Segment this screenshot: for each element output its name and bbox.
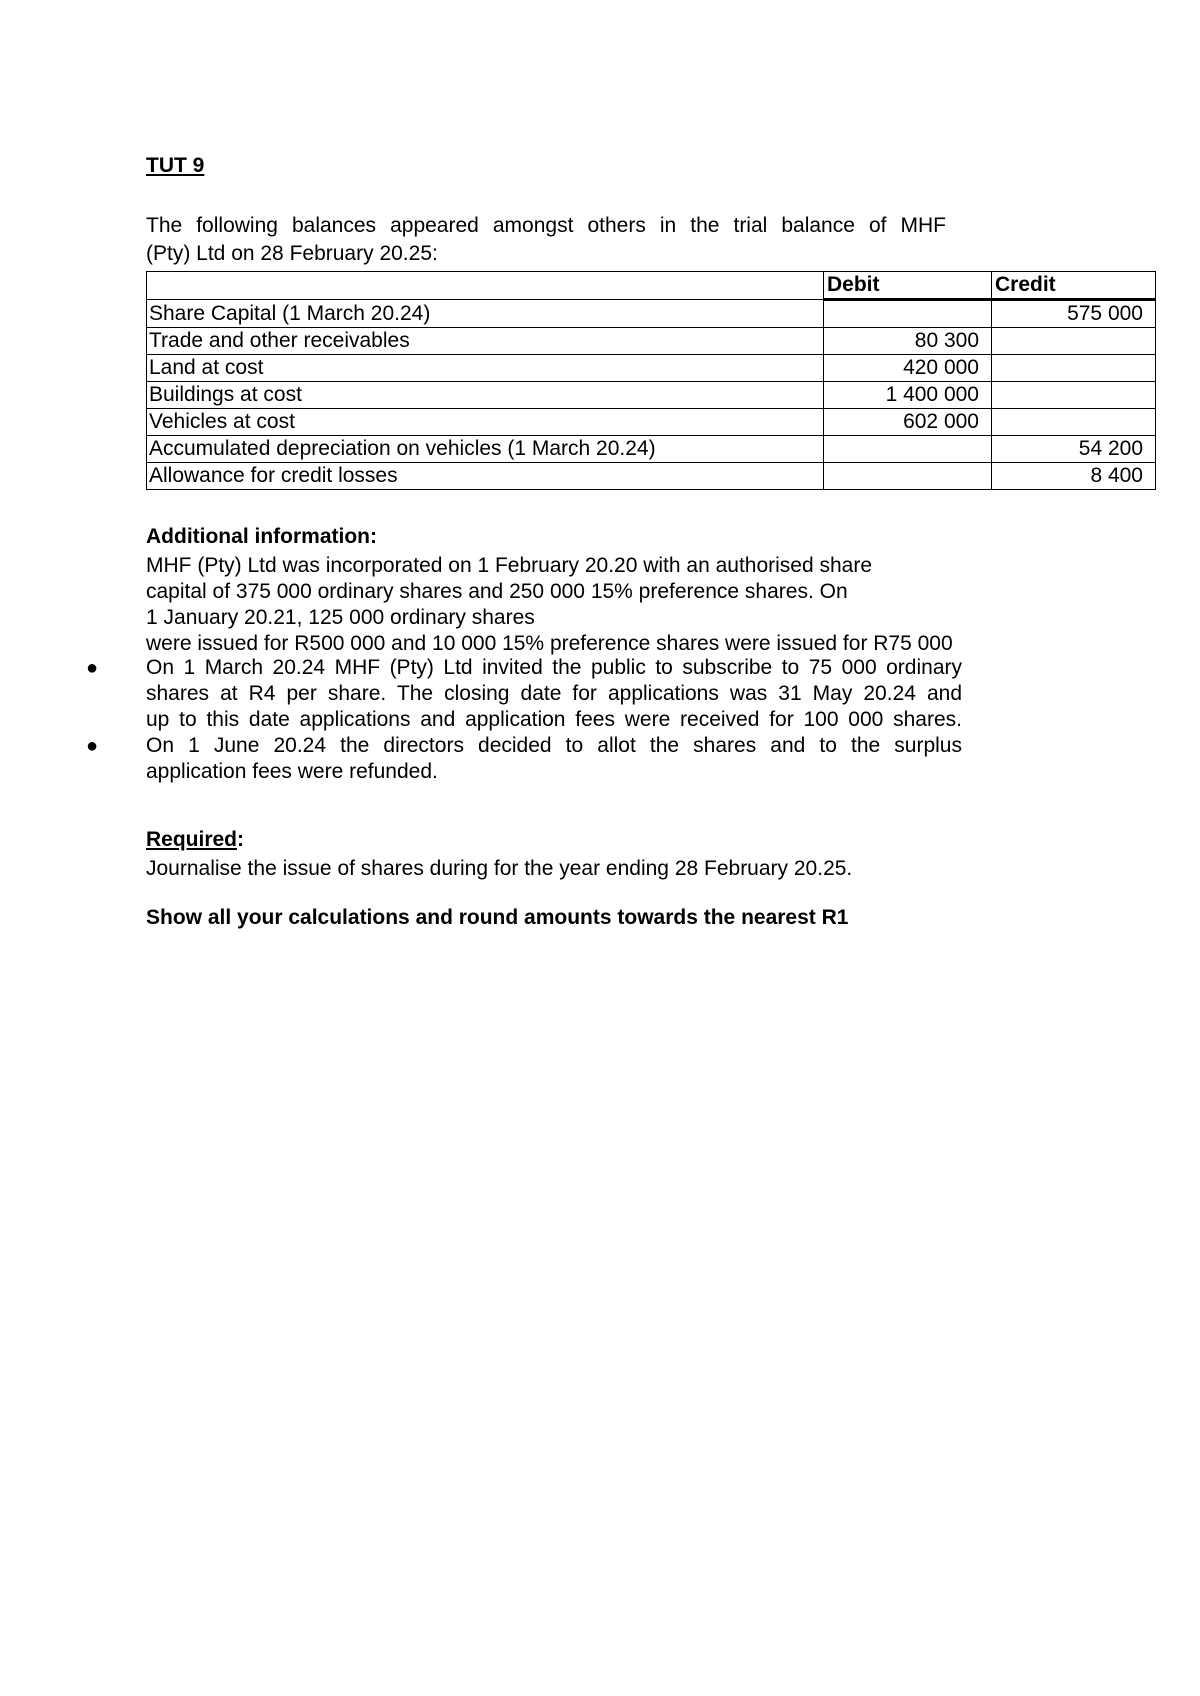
table-row	[147, 328, 1156, 355]
row-account: Vehicles at cost	[147, 409, 824, 436]
table-header-row	[147, 272, 1156, 300]
table-row	[147, 409, 1156, 436]
trial-balance-table	[146, 271, 1156, 490]
row-credit	[992, 409, 1156, 436]
bullet-line: up to this date applications and application fees were received for 100 000 shares.	[146, 708, 962, 731]
bullet-item	[86, 733, 962, 785]
header-account	[147, 272, 824, 300]
row-debit: 1 400 000	[824, 382, 992, 409]
row-credit	[992, 382, 1156, 409]
row-account: Share Capital (1 March 20.24)	[147, 300, 824, 328]
required-colon: :	[237, 828, 245, 851]
row-debit	[824, 300, 992, 328]
additional-info-text	[146, 553, 1026, 657]
row-debit	[824, 436, 992, 463]
bullet-dot-icon: ●	[86, 657, 99, 679]
intro-paragraph	[146, 212, 946, 268]
table-row	[147, 355, 1156, 382]
row-account: Allowance for credit losses	[147, 463, 824, 490]
table-row	[147, 463, 1156, 490]
row-account: Trade and other receivables	[147, 328, 824, 355]
document-title: TUT 9	[146, 154, 205, 177]
intro-line-2: (Pty) Ltd on 28 February 20.25:	[146, 242, 438, 265]
additional-info-heading: Additional information:	[146, 525, 377, 548]
row-account: Land at cost	[147, 355, 824, 382]
table-row	[147, 300, 1156, 328]
header-debit: Debit	[824, 272, 992, 300]
row-account: Buildings at cost	[147, 382, 824, 409]
header-credit: Credit	[992, 272, 1156, 300]
row-credit: 575 000	[992, 300, 1156, 328]
table-row	[147, 436, 1156, 463]
required-heading	[146, 828, 244, 852]
row-debit: 420 000	[824, 355, 992, 382]
row-credit	[992, 355, 1156, 382]
required-label: Required	[146, 828, 238, 851]
row-debit: 80 300	[824, 328, 992, 355]
additional-line: 1 January 20.21, 125 000 ordinary shares	[146, 606, 535, 629]
row-debit: 602 000	[824, 409, 992, 436]
bullet-list	[0, 655, 1200, 785]
table-row	[147, 382, 1156, 409]
row-credit	[992, 328, 1156, 355]
intro-line-1: The following balances appeared amongst others in the trial balance of MHF	[146, 214, 946, 237]
bullet-line: On 1 March 20.24 MHF (Pty) Ltd invited the public to subscribe to 75 000 ordinary	[146, 656, 962, 679]
bullet-line: shares at R4 per share. The closing date for applications was 31 May 20.24 and	[146, 682, 962, 705]
additional-line: were issued for R500 000 and 10 000 15% preference shares were issued for R75 000	[146, 632, 953, 655]
row-debit	[824, 463, 992, 490]
additional-line: capital of 375 000 ordinary shares and 250 000 15% preference shares. On	[146, 580, 848, 603]
calculation-note: Show all your calculations and round amounts towards the nearest R1	[146, 906, 849, 929]
bullet-item	[86, 655, 962, 733]
bullet-dot-icon: ●	[86, 735, 99, 757]
required-text: Journalise the issue of shares during for the year ending 28 February 20.25.	[146, 857, 853, 880]
additional-line: MHF (Pty) Ltd was incorporated on 1 February 20.20 with an authorised share	[146, 554, 873, 577]
row-credit: 54 200	[992, 436, 1156, 463]
row-account: Accumulated depreciation on vehicles (1 March 20.24)	[147, 436, 824, 463]
bullet-line: application fees were refunded.	[146, 760, 438, 783]
bullet-line: On 1 June 20.24 the directors decided to allot the shares and to the surplus	[146, 734, 962, 757]
row-credit: 8 400	[992, 463, 1156, 490]
